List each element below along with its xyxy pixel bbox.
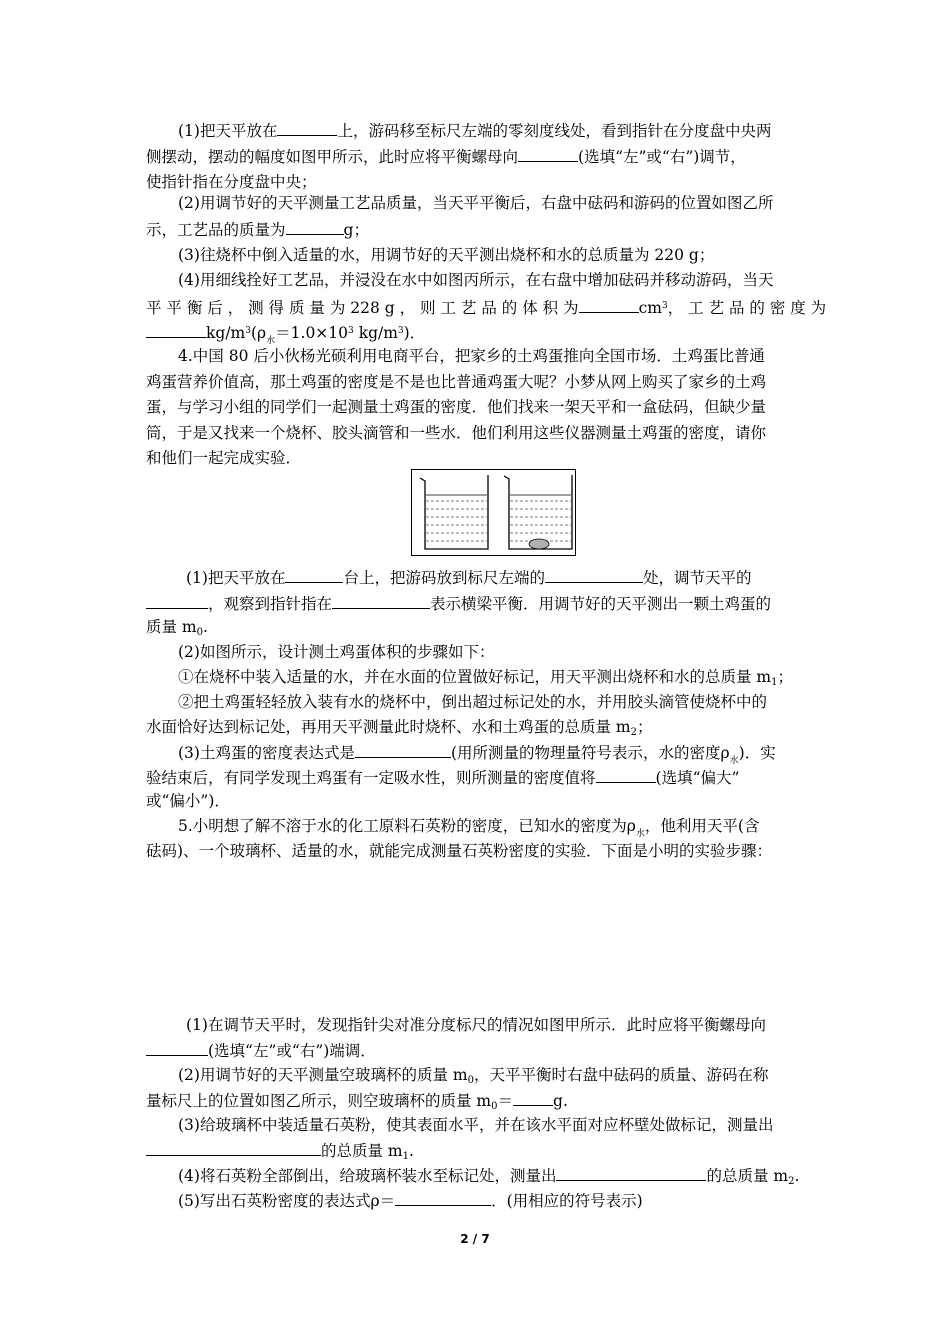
s4-q1-line1: (1)把天平放在 台上，把游码放到标尺左端的 处，调节天平的 xyxy=(186,569,752,587)
s4-q3-line2: 验结束后，有同学发现土鸡蛋有一定吸水性，则所测量的密度值将 (选填“偏大” xyxy=(146,769,740,787)
beaker-left xyxy=(420,475,488,549)
s5-q4-line: (4)将石英粉全部倒出，给玻璃杯装水至标记处，测量出 的总质量 $m_2$. xyxy=(178,1167,800,1187)
answer-blank[interactable] xyxy=(146,1040,208,1056)
s3-q1-line2: 侧摆动，摆动的幅度如图甲所示，此时应将平衡螺母向 (选填“左”或“右”)调节， xyxy=(146,148,746,166)
s3-q4-line1: (4)用细线拴好工艺品，并浸没在水中如图丙所示，在右盘中增加砝码并移动游码，当天 xyxy=(178,271,774,289)
s3-q1-line1: (1)把天平放在 上，游码移至标尺左端的零刻度线处，看到指针在分度盘中央两 xyxy=(178,122,772,140)
s3-q2-line1: (2)用调节好的天平测量工艺品质量，当天平平衡后，右盘中砝码和游码的位置如图乙所 xyxy=(178,194,774,212)
s4-q2-line2: ①在烧杯中装入适量的水，并在水面的位置做好标记，用天平测出烧杯和水的总质量 $m_1$； xyxy=(178,668,794,688)
s4-q2-line3: ②把土鸡蛋轻轻放入装有水的烧杯中，倒出超过标记处的水，并用胶头滴管使烧杯中的 xyxy=(178,693,768,711)
s4-intro-line1: 4.中国 80 后小伙杨光硕利用电商平台，把家乡的土鸡蛋推向全国市场．土鸡蛋比普通 xyxy=(178,347,765,365)
s3-q3-line: (3)往烧杯中倒入适量的水，用调节好的天平测出烧杯和水的总质量为 220 g； xyxy=(178,246,715,264)
s5-q3-line1: (3)给玻璃杯中装适量石英粉，使其表面水平，并在该水平面对应杯壁处做标记，测量出 xyxy=(178,1116,774,1134)
s4-intro-line3: 蛋，与学习小组的同学们一起测量土鸡蛋的密度．他们找来一架天平和一盒砝码，但缺少量 xyxy=(146,398,767,416)
beakers-figure xyxy=(411,469,576,556)
s4-intro-line4: 筒，于是又找来一个烧杯、胶头滴管和一些水．他们利用这些仪器测量土鸡蛋的密度，请你 xyxy=(146,424,767,442)
answer-blank[interactable] xyxy=(277,120,337,136)
answer-blank[interactable] xyxy=(286,219,344,235)
answer-blank[interactable] xyxy=(556,1165,706,1181)
answer-blank[interactable] xyxy=(395,1190,491,1206)
egg xyxy=(529,539,549,549)
answer-blank[interactable] xyxy=(513,1090,553,1106)
s5-intro-line2: 砝码)、一个玻璃杯、适量的水，就能完成测量石英粉密度的实验．下面是小明的实验步骤： xyxy=(146,842,773,860)
s4-intro-line5: 和他们一起完成实验． xyxy=(146,449,302,467)
s5-intro-line1: 5.小明想了解不溶于水的化工原料石英粉的密度，已知水的密度为$\rho_水$，他利用天平(含 xyxy=(178,817,760,839)
s4-q2-line1: (2)如图所示，设计测土鸡蛋体积的步骤如下： xyxy=(178,643,495,661)
answer-blank[interactable] xyxy=(545,567,643,583)
s3-q4-line2: 平 平 衡 后 ， 测 得 质 量 为 228 g ， 则 工 艺 品 的 体 积 为 $cm^3$， 工 艺 品 的 密 度 为 xyxy=(146,299,827,317)
answer-blank[interactable] xyxy=(518,146,578,162)
s4-q2-line4: 水面恰好达到标记处，再用天平测量此时烧杯、水和土鸡蛋的总质量 $m_2$； xyxy=(146,718,653,738)
page-number: 2 / 7 xyxy=(460,1232,490,1246)
answer-blank[interactable] xyxy=(146,322,206,338)
s5-q2-line2: 量标尺上的位置如图乙所示，则空玻璃杯的质量 $m_0= g$. xyxy=(146,1092,568,1112)
answer-blank[interactable] xyxy=(146,593,208,609)
s3-q4-line3: $kg/m^3(\rho_水=1.0\times 10^3$ $kg/m^3$)． xyxy=(146,321,425,351)
answer-blank[interactable] xyxy=(596,767,656,783)
answer-blank[interactable] xyxy=(332,593,430,609)
beaker-right xyxy=(504,475,572,549)
answer-blank[interactable] xyxy=(285,567,343,583)
s4-q3-line3: 或“偏小”)． xyxy=(146,792,230,810)
s5-q2-line1: (2)用调节好的天平测量空玻璃杯的质量 $m_0$，天平平衡时右盘中砝码的质量、游码在称 xyxy=(178,1066,769,1086)
answer-blank[interactable] xyxy=(146,1140,321,1156)
s4-q1-line2: ，观察到指针指在 表示横梁平衡．用调节好的天平测出一颗土鸡蛋的 xyxy=(146,593,771,614)
answer-blank[interactable] xyxy=(355,742,451,758)
s4-intro-line2: 鸡蛋营养价值高，那土鸡蛋的密度是不是也比普通鸡蛋大呢？小梦从网上购买了家乡的土鸡 xyxy=(146,373,767,391)
s5-q5-line: (5)写出石英粉密度的表达式ρ＝ ．(用相应的符号表示) xyxy=(178,1192,643,1210)
s3-q1-line3: 使指针指在分度盘中央； xyxy=(146,173,317,191)
answer-blank[interactable] xyxy=(579,297,639,313)
s5-q3-line2: 的总质量 $m_1$. xyxy=(146,1140,414,1167)
s3-q2-line2: 示，工艺品的质量为 g； xyxy=(146,221,369,239)
s4-q1-line3: 质量 $m_0$. xyxy=(146,618,208,638)
s5-q1-line2: (选填“左”或“右”)端调． xyxy=(146,1040,376,1061)
s5-q1-line1: (1)在调节天平时，发现指针尖对准分度标尺的情况如图甲所示．此时应将平衡螺母向 xyxy=(186,1016,766,1034)
s4-q3-line1: (3)土鸡蛋的密度表达式是 (用所测量的物理量符号表示，水的密度$\rho_水$)．实 xyxy=(178,744,776,766)
figure-frame xyxy=(412,470,576,556)
